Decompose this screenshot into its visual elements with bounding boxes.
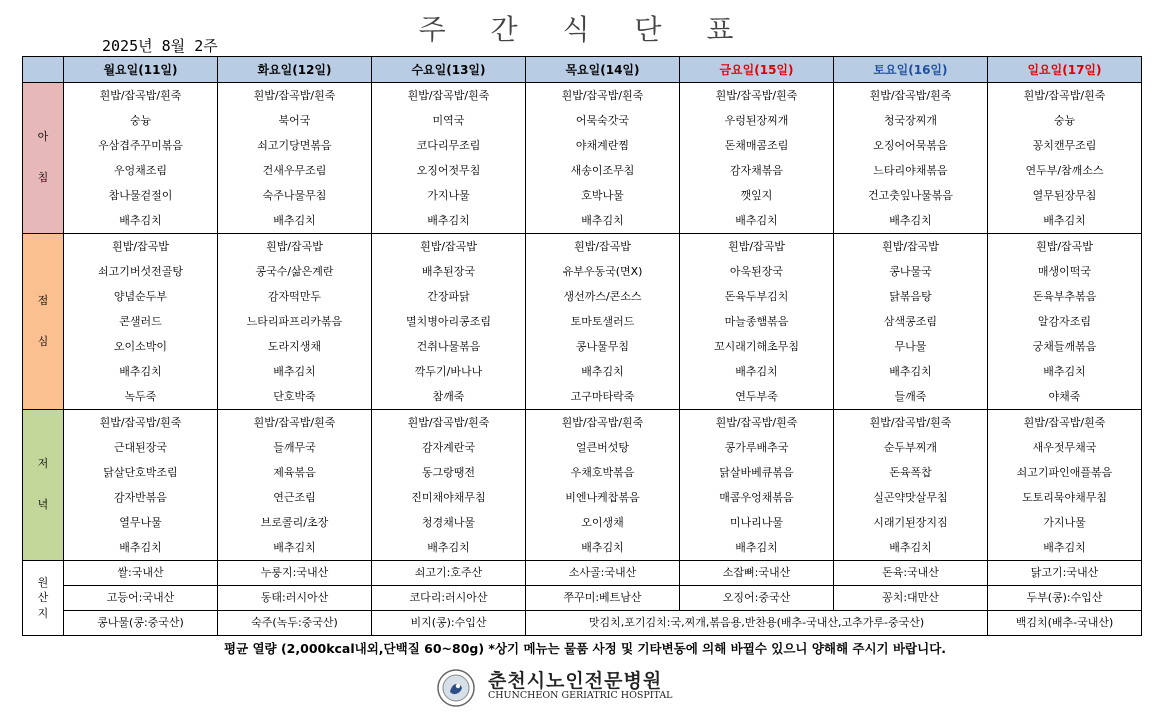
menu-cell: 흰밥/잡곡밥/흰죽 북어국 쇠고기당면볶음 건새우무조림 숙주나물무침 배추김치 xyxy=(218,83,372,234)
lunch-label: 점 심 xyxy=(23,234,64,410)
menu-cell: 흰밥/잡곡밥/흰죽 근대된장국 닭살단호박조림 감자반볶음 열무나물 배추김치 xyxy=(64,410,218,561)
menu-cell: 흰밥/잡곡밥/흰죽 새우젓무채국 쇠고기파인애플볶음 도토리묵야채무침 가지나물 배추김치 xyxy=(988,410,1142,561)
lunch-row xyxy=(23,234,1142,410)
menu-cell: 흰밥/잡곡밥/흰죽 청국장찌개 오징어어묵볶음 느타리야채볶음 건고춧잎나물볶음 배추김치 xyxy=(834,83,988,234)
menu-cell: 흰밥/잡곡밥 매생이떡국 돈육부추볶음 알감자조림 궁채들깨볶음 배추김치 야채죽 xyxy=(988,234,1142,410)
origin-cell: 쇠고기:호주산 xyxy=(372,561,526,586)
origin-cell-kimchi: 맛김치,포기김치:국,찌개,볶음용,반찬용(배추-국내산,고추가루-중국산) xyxy=(526,611,988,636)
origin-label: 원 산 지 xyxy=(23,561,64,636)
origin-cell: 돈육:국내산 xyxy=(834,561,988,586)
page-title: 주 간 식 단 표 xyxy=(418,13,752,46)
breakfast-label: 아 침 xyxy=(23,83,64,234)
menu-cell: 흰밥/잡곡밥/흰죽 우렁된장찌개 돈채매콤조림 감자채볶음 깻잎지 배추김치 xyxy=(680,83,834,234)
origin-cell: 쌀:국내산 xyxy=(64,561,218,586)
menu-cell: 흰밥/잡곡밥 아욱된장국 돈육두부김치 마늘종햄볶음 꼬시래기해초무침 배추김치 연두부죽 xyxy=(680,234,834,410)
menu-table xyxy=(22,56,1142,636)
footer-note: 평균 열량 (2,000kcal내외,단백질 60~80g) *상기 메뉴는 물품 사정 및 기타변동에 의해 바뀔수 있으니 양해해 주시기 바랍니다. xyxy=(223,641,947,656)
breakfast-row xyxy=(23,83,1142,234)
week-label: 2025년 8월 2주 xyxy=(102,37,218,55)
origin-cell: 소잡뼈:국내산 xyxy=(680,561,834,586)
day-header: 토요일(16일) xyxy=(834,57,988,83)
menu-cell: 흰밥/잡곡밥/흰죽 순두부찌개 돈육폭찹 실곤약맛살무침 시래기된장지짐 배추김치 xyxy=(834,410,988,561)
menu-cell: 흰밥/잡곡밥/흰죽 감자계란국 동그랑땡전 진미채야채무침 청경채나물 배추김치 xyxy=(372,410,526,561)
day-header: 금요일(15일) xyxy=(680,57,834,83)
origin-cell: 숙주(녹두:중국산) xyxy=(218,611,372,636)
corner-cell xyxy=(23,57,64,83)
menu-cell: 흰밥/잡곡밥/흰죽 어묵숙갓국 야채계란찜 새송이조무침 호박나물 배추김치 xyxy=(526,83,680,234)
origin-cell: 동태:러시아산 xyxy=(218,586,372,611)
origin-cell: 쭈꾸미:베트남산 xyxy=(526,586,680,611)
day-header: 월요일(11일) xyxy=(64,57,218,83)
menu-cell: 흰밥/잡곡밥/흰죽 숭늉 우삼겹주꾸미볶음 우엉채조림 참나물겉절이 배추김치 xyxy=(64,83,218,234)
menu-cell: 흰밥/잡곡밥/흰죽 얼큰버섯탕 우채호박볶음 비엔나케찹볶음 오이생채 배추김치 xyxy=(526,410,680,561)
menu-cell: 흰밥/잡곡밥 콩나물국 닭볶음탕 삼색콩조림 무나물 배추김치 들깨죽 xyxy=(834,234,988,410)
origin-cell: 두부(콩):수입산 xyxy=(988,586,1142,611)
hospital-name: 춘천시노인전문병원 xyxy=(488,670,663,692)
menu-cell: 흰밥/잡곡밥 쇠고기버섯전골탕 양념순두부 콘샐러드 오이소박이 배추김치 녹두죽 xyxy=(64,234,218,410)
day-header: 목요일(14일) xyxy=(526,57,680,83)
menu-cell: 흰밥/잡곡밥/흰죽 들깨무국 제육볶음 연근조림 브로콜리/초장 배추김치 xyxy=(218,410,372,561)
origin-cell: 코다리:러시아산 xyxy=(372,586,526,611)
menu-cell: 흰밥/잡곡밥/흰죽 미역국 코다리무조림 오징어젓무침 가지나물 배추김치 xyxy=(372,83,526,234)
origin-row-1 xyxy=(23,561,1142,586)
origin-cell: 백김치(배추-국내산) xyxy=(988,611,1142,636)
hospital-name-en: CHUNCHEON GERIATRIC HOSPITAL xyxy=(488,690,673,701)
origin-row-3 xyxy=(23,611,1142,636)
menu-cell: 흰밥/잡곡밥/흰죽 숭늉 꽁치캔무조림 연두부/참깨소스 열무된장무침 배추김치 xyxy=(988,83,1142,234)
hospital-emblem-icon xyxy=(436,668,476,708)
menu-cell: 흰밥/잡곡밥/흰죽 콩가루배추국 닭살바베큐볶음 매콤우엉채볶음 미나리나물 배추김치 xyxy=(680,410,834,561)
origin-cell: 고등어:국내산 xyxy=(64,586,218,611)
menu-cell: 흰밥/잡곡밥 유부우동국(면X) 생선까스/콘소스 토마토샐러드 콩나물무침 배추김치 고구마타락죽 xyxy=(526,234,680,410)
origin-cell: 비지(콩):수입산 xyxy=(372,611,526,636)
dinner-label: 저 녁 xyxy=(23,410,64,561)
hospital-logo xyxy=(436,666,676,710)
origin-cell: 누룽지:국내산 xyxy=(218,561,372,586)
origin-cell: 콩나물(콩:중국산) xyxy=(64,611,218,636)
day-header: 수요일(13일) xyxy=(372,57,526,83)
menu-cell: 흰밥/잡곡밥 배추된장국 간장파닭 멸치병아리콩조림 건취나물볶음 깍두기/바나나 참깨죽 xyxy=(372,234,526,410)
dinner-row xyxy=(23,410,1142,561)
origin-cell: 오징어:중국산 xyxy=(680,586,834,611)
origin-cell: 소사골:국내산 xyxy=(526,561,680,586)
origin-cell: 닭고기:국내산 xyxy=(988,561,1142,586)
origin-row-2 xyxy=(23,586,1142,611)
day-header-row xyxy=(23,57,1142,83)
origin-cell: 꽁치:대만산 xyxy=(834,586,988,611)
day-header: 화요일(12일) xyxy=(218,57,372,83)
menu-cell: 흰밥/잡곡밥 콩국수/삶은계란 감자떡만두 느타리파프리카볶음 도라지생채 배추김치 단호박죽 xyxy=(218,234,372,410)
day-header: 일요일(17일) xyxy=(988,57,1142,83)
